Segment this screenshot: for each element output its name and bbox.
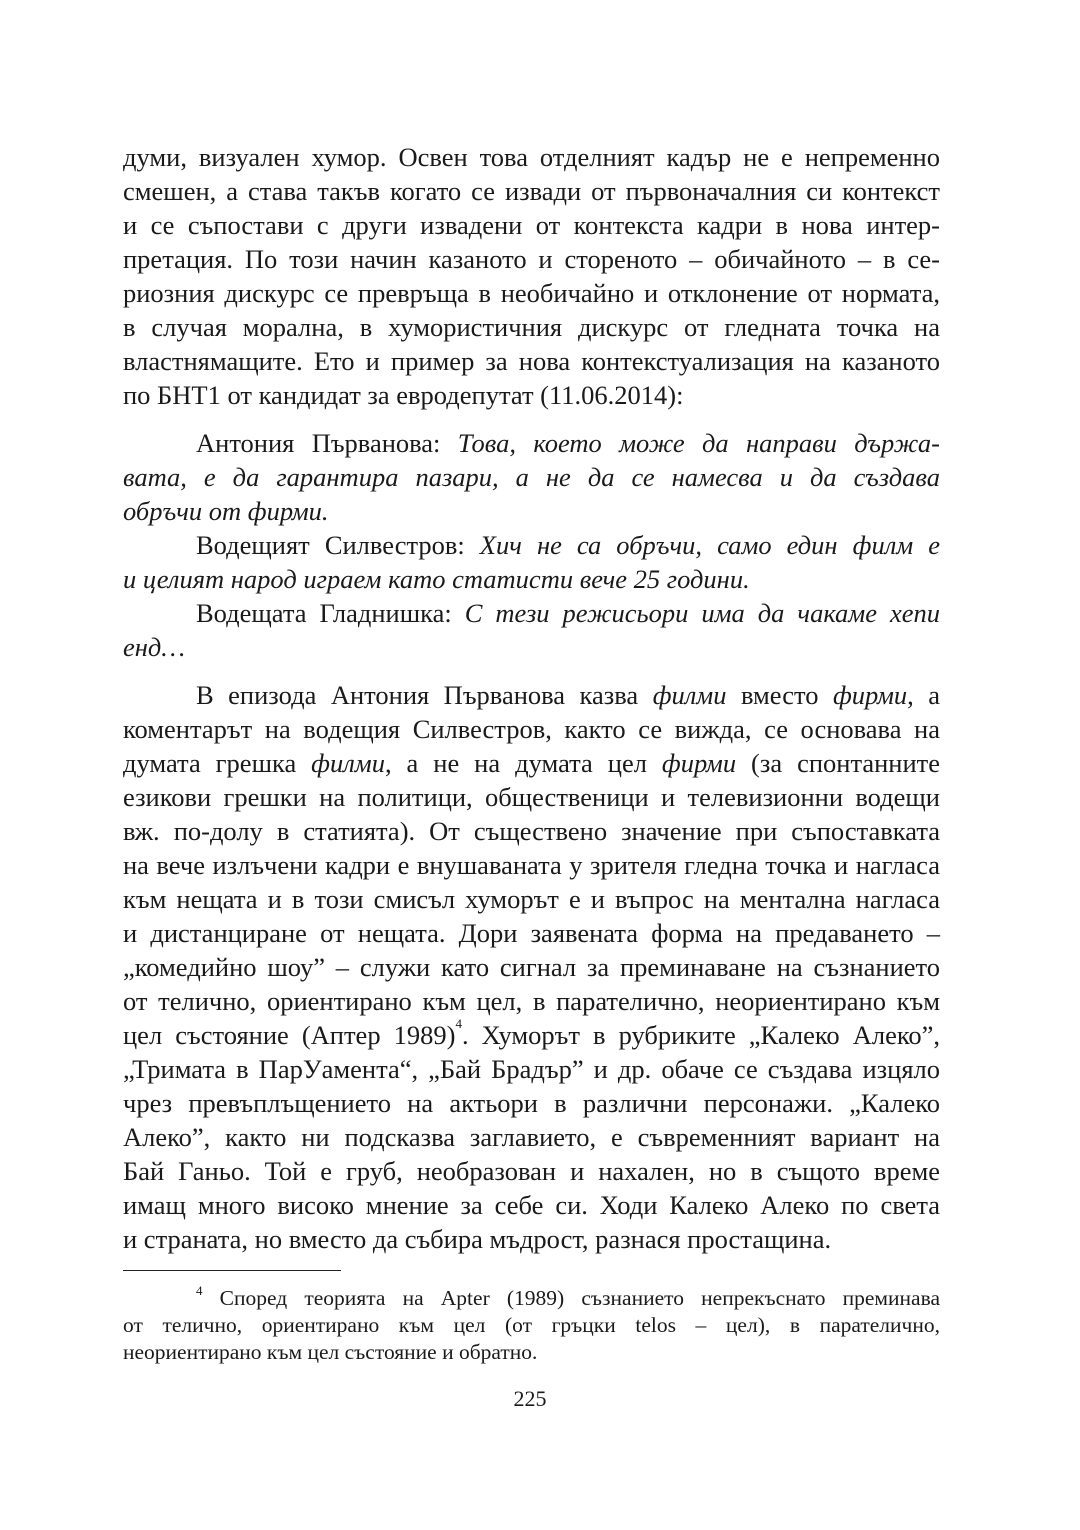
speaker-name: Водещият Силвестров:: [196, 530, 480, 560]
text-line: вж. по-долу в статията). От съществено значение при съпоставката: [123, 816, 940, 846]
text-line: чрез превъплъщението на актьори в различни персонажи. „Калеко: [123, 1088, 940, 1118]
paragraph-analysis: [123, 678, 940, 1256]
emphasis: филми: [311, 748, 385, 778]
text-line: към нещата и в този смисъл хуморът е и въпрос на ментална нагласа: [123, 884, 940, 914]
emphasis: фирми: [661, 748, 737, 778]
text-line: властнямащите. Ето и пример за нова контекстуализация на казаното: [123, 346, 940, 376]
text-line: и се съпостави с други извадени от контекста кадри в нова интер-: [123, 210, 940, 240]
paragraph-intro: [123, 140, 940, 412]
text-line: думата грешка филми, а не на думата цел фирми (за спонтанните: [123, 748, 940, 778]
dialogue-turn: [123, 528, 940, 596]
text-line: езикови грешки на политици, общественици и телевизионни водещи: [123, 782, 940, 812]
quote-text: енд…: [123, 632, 185, 662]
text-line: [123, 494, 940, 528]
text-line: имащ много високо мнение за себе си. Ходи Калеко Алеко по света: [123, 1190, 940, 1220]
text-line: претация. По този начин казаното и стореното – обичайното – в се-: [123, 244, 940, 274]
text-line: [123, 630, 940, 664]
text-line: коментарът на водещия Силвестров, както се вижда, се основава на: [123, 714, 940, 744]
text-line: В епизода Антония Първанова казва филми вместо фирми, а: [196, 680, 941, 710]
dialogue-turn: [123, 596, 940, 664]
footnote-marker: 4: [196, 1283, 203, 1298]
footnote-line: $^4$ Според теорията на Apter (1989) съзнанието непрекъснато преминава: [196, 1283, 940, 1310]
text-line: „комедийно шоу” – служи като сигнал за преминаване на съзнанието: [123, 952, 940, 982]
footnote-ref[interactable]: 4: [455, 1016, 462, 1031]
footnote: [123, 1285, 940, 1366]
emphasis: филми: [652, 680, 727, 710]
text-line: на вече излъчени кадри е внушаваната у зрителя гледна точка и нагласа: [123, 850, 940, 880]
emphasis: фирми: [832, 680, 908, 710]
quote-text: Това, което може да направи държа-: [457, 428, 940, 458]
text-line: [123, 460, 940, 494]
text-line: „Тримата в ПарУамента“, „Бай Брадър” и др. обаче се създава изцяло: [123, 1054, 940, 1084]
text-line: и страната, но вместо да събира мъдрост, разнася простащина.: [123, 1224, 832, 1254]
text-line: [123, 426, 940, 460]
text-line: [123, 596, 940, 630]
page-body: [123, 140, 940, 1366]
text-line: Алеко”, както ни подсказва заглавието, е съвременният вариант на: [123, 1122, 940, 1152]
quote-text: вата, е да гарантира пазари, а не да се намесва и да създава: [123, 462, 940, 492]
text-line: цел състояние (Аптер 1989)$^4$. Хуморът в рубриките „Калеко Алеко”,: [123, 1016, 941, 1050]
text-line: в случая морална, в хумористичния дискурс от гледната точка на: [123, 312, 940, 342]
text-line: и дистанциране от нещата. Дори заявената форма на предаването –: [123, 918, 940, 948]
text-line: Бай Ганьо. Той е груб, необразован и нахален, но в същото време: [123, 1156, 940, 1186]
text-line: [123, 528, 940, 562]
text-line: [123, 562, 940, 596]
quote-text: Хич не са обръчи, само един филм е: [479, 530, 940, 560]
speaker-name: Антония Първанова:: [196, 428, 458, 458]
text-line: от телично, ориентирано към цел, в парателично, неориентирано към: [123, 986, 940, 1016]
quote-text: обръчи от фирми.: [123, 496, 329, 526]
footnote-line: неориентирано към цел състояние и обратно.: [123, 1340, 538, 1364]
dialogue-quote: [123, 426, 940, 664]
quote-text: и целият народ играем като статисти вече 25 години.: [123, 564, 750, 594]
footnote-divider: [123, 1270, 341, 1271]
speaker-name: Водещата Гладнишка:: [196, 598, 465, 628]
text-line: по БНТ1 от кандидат за евродепутат (11.06.2014):: [123, 380, 684, 410]
quote-text: С тези режисьори има да чакаме хепи: [464, 598, 940, 628]
dialogue-turn: [123, 426, 940, 528]
text-line: смешен, а става такъв когато се извади от първоначалния си контекст: [123, 176, 940, 206]
footnote-line: от телично, ориентирано към цел (от гръцки telos – цел), в парателично,: [123, 1313, 940, 1337]
page-number: 225: [513, 1386, 547, 1411]
text-line: риозния дискурс се превръща в необичайно и отклонение от нормата,: [123, 278, 940, 308]
text-line: думи, визуален хумор. Освен това отделният кадър не е непременно: [123, 142, 940, 172]
